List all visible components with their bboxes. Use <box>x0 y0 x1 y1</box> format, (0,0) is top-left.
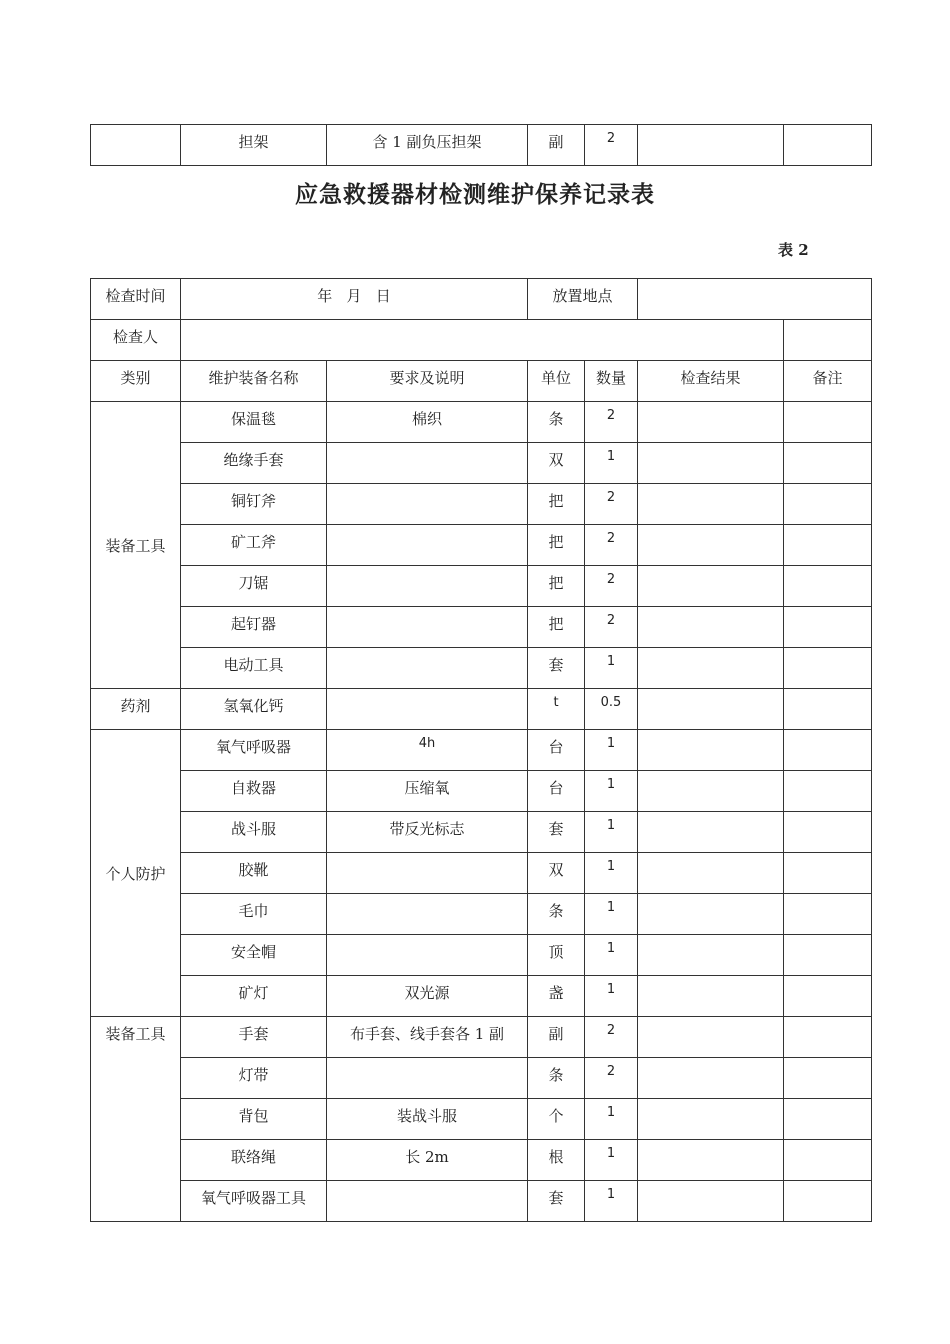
column-header: 备注 <box>784 361 872 402</box>
note-cell[interactable] <box>784 1058 872 1099</box>
record-table <box>90 278 872 1222</box>
item-qty: 1 <box>585 1140 638 1181</box>
note-cell[interactable] <box>784 976 872 1017</box>
item-name: 安全帽 <box>181 935 327 976</box>
result-cell[interactable] <box>638 1181 784 1222</box>
item-spec <box>327 935 528 976</box>
note-cell[interactable] <box>784 894 872 935</box>
item-qty: 2 <box>585 484 638 525</box>
item-qty: 2 <box>585 525 638 566</box>
note-cell[interactable] <box>784 566 872 607</box>
result-cell[interactable] <box>638 771 784 812</box>
item-unit: t <box>528 689 585 730</box>
item-unit: 盏 <box>528 976 585 1017</box>
inspector-label: 检查人 <box>91 320 181 361</box>
table-row <box>91 1099 872 1140</box>
column-header-row <box>91 361 872 402</box>
item-qty: 1 <box>585 443 638 484</box>
result-cell[interactable] <box>638 1058 784 1099</box>
item-spec <box>327 484 528 525</box>
item-qty: 2 <box>585 1017 638 1058</box>
inspector-extra <box>784 320 872 361</box>
table-row <box>91 1140 872 1181</box>
item-spec <box>327 566 528 607</box>
item-spec <box>327 607 528 648</box>
item-name: 战斗服 <box>181 812 327 853</box>
item-spec <box>327 853 528 894</box>
item-unit: 条 <box>528 402 585 443</box>
page-title: 应急救援器材检测维护保养记录表 <box>295 182 655 208</box>
table-row <box>91 1058 872 1099</box>
result-cell[interactable] <box>638 607 784 648</box>
category-cell <box>91 125 181 166</box>
category-cell: 个人防护 <box>91 730 181 1017</box>
table-row <box>91 1181 872 1222</box>
result-cell[interactable] <box>638 1099 784 1140</box>
date-field[interactable]: 年 月 日 <box>181 279 528 320</box>
item-qty: 1 <box>585 935 638 976</box>
result-cell[interactable] <box>638 976 784 1017</box>
item-name: 矿灯 <box>181 976 327 1017</box>
item-name: 刀锯 <box>181 566 327 607</box>
column-header: 数量 <box>585 361 638 402</box>
time-label: 检查时间 <box>91 279 181 320</box>
item-spec: 装战斗服 <box>327 1099 528 1140</box>
item-unit: 把 <box>528 607 585 648</box>
table-row <box>91 443 872 484</box>
item-spec: 含 1 副负压担架 <box>327 125 528 166</box>
column-header: 单位 <box>528 361 585 402</box>
item-spec <box>327 689 528 730</box>
note-cell[interactable] <box>784 771 872 812</box>
table-row <box>91 935 872 976</box>
category-cell: 药剂 <box>91 689 181 730</box>
table-row <box>91 566 872 607</box>
item-qty: 1 <box>585 771 638 812</box>
result-cell[interactable] <box>638 443 784 484</box>
result-cell[interactable] <box>638 402 784 443</box>
item-unit: 副 <box>528 1017 585 1058</box>
item-name: 自救器 <box>181 771 327 812</box>
item-name: 矿工斧 <box>181 525 327 566</box>
column-header: 类别 <box>91 361 181 402</box>
item-spec <box>327 1181 528 1222</box>
note-cell[interactable] <box>784 1017 872 1058</box>
result-cell <box>638 125 784 166</box>
item-unit: 台 <box>528 730 585 771</box>
table-row <box>91 771 872 812</box>
table-row <box>91 976 872 1017</box>
item-unit: 套 <box>528 1181 585 1222</box>
item-qty: 0.5 <box>585 689 638 730</box>
item-qty: 1 <box>585 894 638 935</box>
result-cell[interactable] <box>638 853 784 894</box>
item-name: 氢氧化钙 <box>181 689 327 730</box>
table-row <box>91 894 872 935</box>
item-spec: 双光源 <box>327 976 528 1017</box>
item-qty: 1 <box>585 1181 638 1222</box>
note-cell[interactable] <box>784 607 872 648</box>
result-cell[interactable] <box>638 812 784 853</box>
item-qty: 1 <box>585 1099 638 1140</box>
table-row <box>91 125 872 166</box>
item-qty: 2 <box>585 402 638 443</box>
column-header: 要求及说明 <box>327 361 528 402</box>
item-unit: 套 <box>528 812 585 853</box>
item-qty: 1 <box>585 853 638 894</box>
item-unit: 条 <box>528 894 585 935</box>
item-name: 毛巾 <box>181 894 327 935</box>
result-cell[interactable] <box>638 648 784 689</box>
item-qty: 2 <box>585 607 638 648</box>
result-cell[interactable] <box>638 689 784 730</box>
inspector-field[interactable] <box>181 320 784 361</box>
result-cell[interactable] <box>638 894 784 935</box>
item-spec <box>327 1058 528 1099</box>
note-cell[interactable] <box>784 689 872 730</box>
item-name: 保温毯 <box>181 402 327 443</box>
item-name: 灯带 <box>181 1058 327 1099</box>
table-row <box>91 607 872 648</box>
item-unit: 顶 <box>528 935 585 976</box>
note-cell[interactable] <box>784 648 872 689</box>
item-name: 联络绳 <box>181 1140 327 1181</box>
item-spec <box>327 443 528 484</box>
item-name: 胶靴 <box>181 853 327 894</box>
table-number: 表 2 <box>778 241 809 259</box>
item-name: 手套 <box>181 1017 327 1058</box>
note-cell[interactable] <box>784 853 872 894</box>
item-unit: 个 <box>528 1099 585 1140</box>
item-qty: 2 <box>585 566 638 607</box>
item-name: 氧气呼吸器 <box>181 730 327 771</box>
table-row <box>91 525 872 566</box>
item-unit: 把 <box>528 484 585 525</box>
note-cell[interactable] <box>784 935 872 976</box>
result-cell[interactable] <box>638 525 784 566</box>
item-unit: 副 <box>528 125 585 166</box>
table-row <box>91 484 872 525</box>
table-row <box>91 812 872 853</box>
result-cell[interactable] <box>638 935 784 976</box>
item-unit: 台 <box>528 771 585 812</box>
place-field[interactable] <box>638 279 872 320</box>
item-spec: 压缩氧 <box>327 771 528 812</box>
table-row <box>91 689 872 730</box>
category-cell: 装备工具 <box>91 402 181 689</box>
note-cell[interactable] <box>784 1181 872 1222</box>
item-qty: 1 <box>585 648 638 689</box>
item-name: 担架 <box>181 125 327 166</box>
item-name: 铜钉斧 <box>181 484 327 525</box>
note-cell[interactable] <box>784 730 872 771</box>
previous-page-table <box>90 124 872 166</box>
table-row <box>91 1017 872 1058</box>
item-unit: 条 <box>528 1058 585 1099</box>
time-row <box>91 279 872 320</box>
item-unit: 根 <box>528 1140 585 1181</box>
note-cell[interactable] <box>784 443 872 484</box>
note-cell[interactable] <box>784 525 872 566</box>
table-row <box>91 648 872 689</box>
table-row <box>91 402 872 443</box>
column-header: 维护装备名称 <box>181 361 327 402</box>
item-spec: 棉织 <box>327 402 528 443</box>
item-spec: 带反光标志 <box>327 812 528 853</box>
note-cell[interactable] <box>784 402 872 443</box>
item-unit: 把 <box>528 525 585 566</box>
note-cell[interactable] <box>784 812 872 853</box>
table-row <box>91 730 872 771</box>
item-name: 氧气呼吸器工具 <box>181 1181 327 1222</box>
result-cell[interactable] <box>638 1140 784 1181</box>
note-cell <box>784 125 872 166</box>
item-name: 电动工具 <box>181 648 327 689</box>
item-unit: 双 <box>528 853 585 894</box>
item-qty: 1 <box>585 812 638 853</box>
item-name: 起钉器 <box>181 607 327 648</box>
item-unit: 套 <box>528 648 585 689</box>
item-spec: 布手套、线手套各 1 副 <box>327 1017 528 1058</box>
item-qty: 1 <box>585 976 638 1017</box>
item-name: 背包 <box>181 1099 327 1140</box>
item-unit: 把 <box>528 566 585 607</box>
result-cell[interactable] <box>638 484 784 525</box>
item-spec <box>327 894 528 935</box>
item-spec <box>327 525 528 566</box>
item-qty: 2 <box>585 125 638 166</box>
result-cell[interactable] <box>638 1017 784 1058</box>
result-cell[interactable] <box>638 730 784 771</box>
item-qty: 1 <box>585 730 638 771</box>
place-label: 放置地点 <box>528 279 638 320</box>
note-cell[interactable] <box>784 484 872 525</box>
column-header: 检查结果 <box>638 361 784 402</box>
item-name: 绝缘手套 <box>181 443 327 484</box>
note-cell[interactable] <box>784 1099 872 1140</box>
item-qty: 2 <box>585 1058 638 1099</box>
note-cell[interactable] <box>784 1140 872 1181</box>
item-spec: 长 2m <box>327 1140 528 1181</box>
result-cell[interactable] <box>638 566 784 607</box>
table-row <box>91 853 872 894</box>
item-spec: 4h <box>327 730 528 771</box>
category-cell: 装备工具 <box>91 1017 181 1222</box>
inspector-row <box>91 320 872 361</box>
item-spec <box>327 648 528 689</box>
item-unit: 双 <box>528 443 585 484</box>
